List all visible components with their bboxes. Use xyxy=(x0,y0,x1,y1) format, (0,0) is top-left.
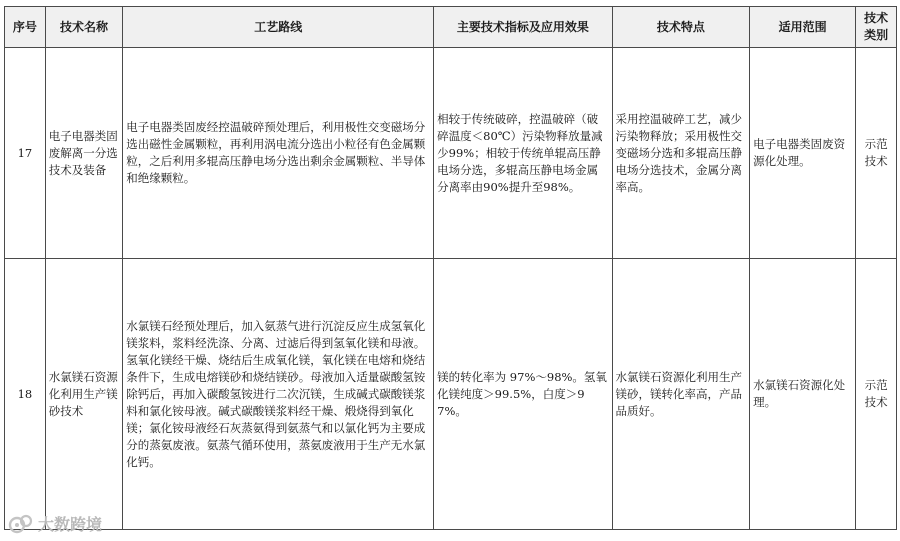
table-header-row xyxy=(5,7,897,48)
table-row xyxy=(5,259,897,530)
cell-route: 电子电器类固废经控温破碎预处理后，利用极性交变磁场分选出磁性金属颗粒，再利用涡电流分选出小粒径有色金属颗粒，之后利用多辊高压静电场分选出剩余金属颗粒、半导体和绝缘颗粒。 xyxy=(123,48,434,259)
cell-scope: 电子电器类固废资源化处理。 xyxy=(750,48,856,259)
header-features: 技术特点 xyxy=(612,7,750,48)
cell-features: 水氯镁石资源化利用生产镁砂，镁转化率高，产品品质好。 xyxy=(612,259,750,530)
cell-index: 镁的转化率为 97%～98%。氢氧化镁纯度＞99.5%，白度＞97%。 xyxy=(434,259,612,530)
header-name: 技术名称 xyxy=(45,7,122,48)
cell-name: 水氯镁石资源化利用生产镁砂技术 xyxy=(45,259,122,530)
cell-category: 示范技术 xyxy=(856,259,897,530)
header-index: 主要技术指标及应用效果 xyxy=(434,7,612,48)
cell-index: 相较于传统破碎，控温破碎（破碎温度＜80℃）污染物释放量减少99%；相较于传统单辊高压静电场分选，多辊高压静电场金属分离率由90%提升至98%。 xyxy=(434,48,612,259)
cell-features: 采用控温破碎工艺，减少污染物释放；采用极性交变磁场分选和多辊高压静电场分选技术，金属分离率高。 xyxy=(612,48,750,259)
cell-no: 18 xyxy=(5,259,46,530)
watermark xyxy=(8,512,102,535)
header-scope: 适用范围 xyxy=(750,7,856,48)
watermark-text: 大数跨境 xyxy=(38,515,103,534)
cell-name: 电子电器类固废解离一分选技术及装备 xyxy=(45,48,122,259)
cell-category: 示范技术 xyxy=(856,48,897,259)
cell-route: 水氯镁石经预处理后，加入氨蒸气进行沉淀反应生成氢氧化镁浆料，浆料经洗涤、分离、过滤后得到氢氧化镁和母液。氢氧化镁经干燥、烧结后生成氧化镁，氧化镁在电熔和烧结条件下，生成电熔镁砂和烧结镁砂。母液加入适量碳酸氢铵除钙后，再加入碳酸氢铵进行二次沉镁，生成碱式碳酸镁浆料和氯化铵母液。碱式碳酸镁浆料经干燥、煅烧得到氧化镁；氯化铵母液经石灰蒸氨得到氨蒸气和以氯化钙为主要成分的蒸氨废液。氨蒸气循环使用，蒸氨废液用于生产无水氯化钙。 xyxy=(123,259,434,530)
header-no: 序号 xyxy=(5,7,46,48)
cell-no: 17 xyxy=(5,48,46,259)
header-category: 技术类别 xyxy=(856,7,897,48)
table-row xyxy=(5,48,897,259)
cell-scope: 水氯镁石资源化处理。 xyxy=(750,259,856,530)
technology-table xyxy=(4,6,897,530)
brand-logo-icon xyxy=(8,513,34,535)
header-route: 工艺路线 xyxy=(123,7,434,48)
